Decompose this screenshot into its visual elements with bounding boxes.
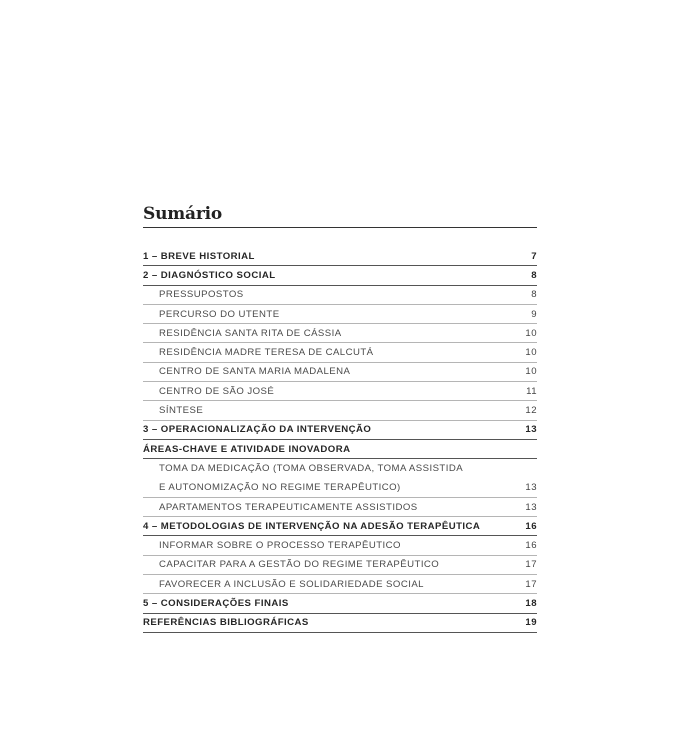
toc-entry-page: 12 [525,405,537,417]
toc-entry-label: RESIDÊNCIA SANTA RITA DE CÁSSIA [159,327,342,339]
toc-entry-label: CAPACITAR PARA A GESTÃO DO REGIME TERAPÊUTICO [159,559,440,571]
toc-entry-label: APARTAMENTOS TERAPEUTICAMENTE ASSISTIDOS [159,501,418,513]
toc-entry-residencia-madre-teresa[interactable] [143,343,537,362]
toc-entry-page: 16 [525,520,537,532]
toc-entry-page: 9 [531,308,537,320]
toc-entry-page: 17 [525,578,537,590]
toc-entry-label: INFORMAR SOBRE O PROCESSO TERAPÊUTICO [159,540,401,552]
toc-entry-breve-historial[interactable] [143,247,537,266]
toc-entry-pressupostos[interactable] [143,286,537,305]
toc-entry-page: 18 [525,597,537,609]
toc-entry-page: 10 [525,327,537,339]
toc-entry-page: 8 [531,289,537,301]
toc-entry-label: SÍNTESE [159,405,204,417]
toc-entry-page: 19 [525,617,537,629]
toc-entry-diagnostico-social[interactable] [143,266,537,285]
toc-entry-informar[interactable] [143,536,537,555]
toc-entry-apartamentos[interactable] [143,498,537,517]
toc-entry-label: 2 – DIAGNÓSTICO SOCIAL [143,269,276,281]
toc-entry-page: 13 [525,501,537,513]
toc-entry-centro-santa-maria-madalena[interactable] [143,363,537,382]
toc-entry-label: 5 – CONSIDERAÇÕES FINAIS [143,597,289,609]
toc-entries [143,247,537,633]
toc-entry-page: 8 [531,269,537,281]
toc-entry-capacitar[interactable] [143,556,537,575]
toc-entry-label: 1 – BREVE HISTORIAL [143,250,255,262]
toc-entry-centro-sao-jose[interactable] [143,382,537,401]
toc-entry-page: 10 [525,347,537,359]
toc-entry-sintese[interactable] [143,401,537,420]
toc-entry-favorecer[interactable] [143,575,537,594]
toc-entry-page: 7 [531,250,537,262]
toc-entry-label: 3 – OPERACIONALIZAÇÃO DA INTERVENÇÃO [143,424,372,436]
toc-entry-page: 11 [526,385,537,397]
toc-entry-page: 17 [525,559,537,571]
toc-entry-metodologias[interactable] [143,517,537,536]
toc-entry-referencias[interactable] [143,614,537,633]
toc-entry-consideracoes-finais[interactable] [143,594,537,613]
toc-entry-page: 10 [525,366,537,378]
toc-entry-percurso-do-utente[interactable] [143,305,537,324]
toc-entry-label: RESIDÊNCIA MADRE TERESA DE CALCUTÁ [159,347,374,359]
toc-entry-operacionalizacao[interactable] [143,421,537,440]
title-rule [143,227,537,228]
toc-entry-toma-da-medicacao[interactable] [143,459,537,478]
toc-entry-page: 13 [525,482,537,494]
toc-entry-label: TOMA DA MEDICAÇÃO (TOMA OBSERVADA, TOMA ASSISTIDA [159,463,464,475]
toc-entry-label: 4 – METODOLOGIAS DE INTERVENÇÃO NA ADESÃO TERAPÊUTICA [143,520,481,532]
toc-entry-label: ÁREAS-CHAVE E ATIVIDADE INOVADORA [143,443,351,455]
toc-entry-page: 13 [525,424,537,436]
toc-entry-label: FAVORECER A INCLUSÃO E SOLIDARIEDADE SOCIAL [159,578,424,590]
toc-entry-label: CENTRO DE SANTA MARIA MADALENA [159,366,351,378]
toc-entry-autonomizacao[interactable] [143,479,537,498]
toc-entry-label: CENTRO DE SÃO JOSÉ [159,385,275,397]
toc-entry-label: REFERÊNCIAS BIBLIOGRÁFICAS [143,617,309,629]
toc-entry-label: E AUTONOMIZAÇÃO NO REGIME TERAPÊUTICO) [159,482,401,494]
toc-entry-page: 16 [525,540,537,552]
table-of-contents [143,203,537,633]
toc-entry-label: PERCURSO DO UTENTE [159,308,280,320]
toc-entry-residencia-santa-rita[interactable] [143,324,537,343]
toc-entry-areas-chave[interactable] [143,440,537,459]
toc-entry-label: PRESSUPOSTOS [159,289,244,301]
toc-title: Sumário [143,204,222,224]
